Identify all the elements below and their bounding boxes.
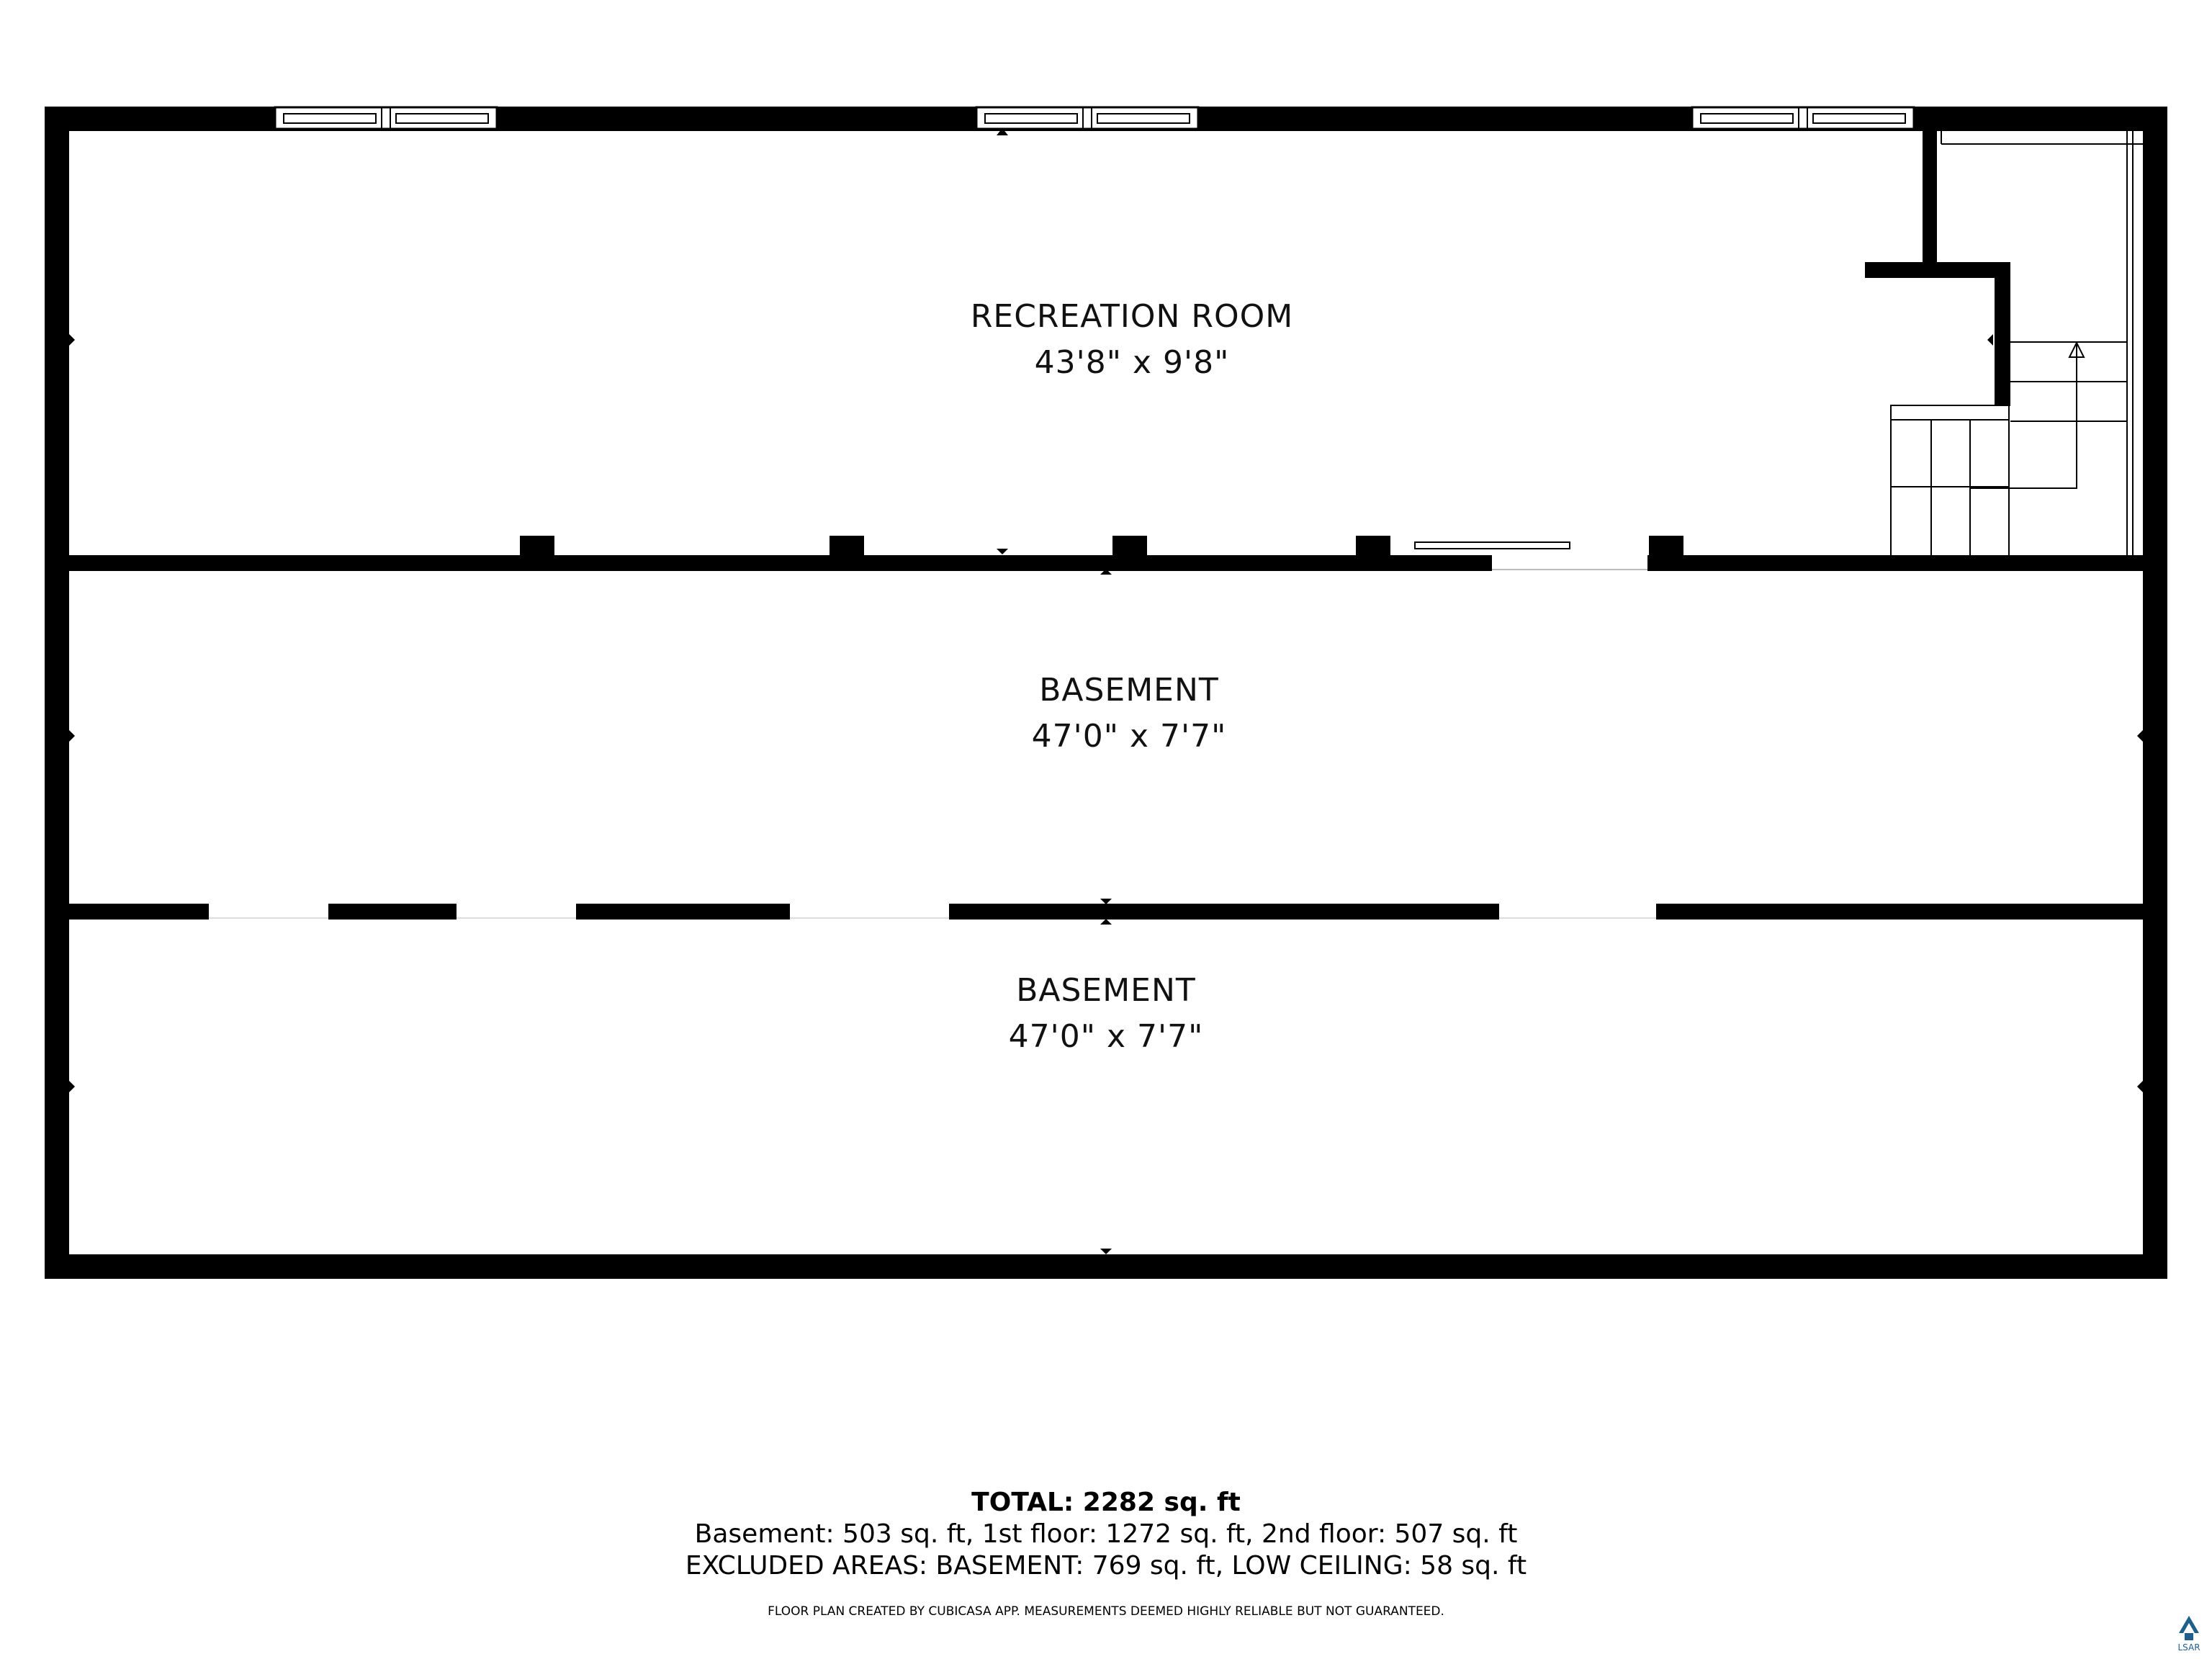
room-dimensions: 43'8" x 9'8" [1034,344,1230,381]
room-name: RECREATION ROOM [970,298,1294,335]
logo-text: LSAR [2177,1642,2200,1653]
bottom-wall [45,1254,2167,1279]
total-area: TOTAL: 2282 sq. ft [971,1488,1241,1517]
stair-enclosure [1865,131,2143,555]
room-name: BASEMENT [1039,672,1219,709]
room-name: BASEMENT [1016,972,1196,1009]
room-labels [971,298,1293,1055]
right-wall [2143,107,2167,1279]
wall-column [830,536,864,557]
window [275,107,497,129]
disclaimer: FLOOR PLAN CREATED BY CUBICASA APP. MEASUREMENTS DEEMED HIGHLY RELIABLE BUT NOT GUARANTEED. [768,1604,1444,1619]
wall-column [1356,536,1390,557]
room-dimensions: 47'0" x 7'7" [1031,718,1227,755]
lower-wall [45,904,2167,920]
middle-wall [69,536,2143,571]
logo-mark-icon [2179,1616,2199,1633]
wall-column [1649,536,1683,557]
left-wall [45,107,69,1279]
wall-column [1112,536,1147,557]
window [976,107,1198,129]
lsar-logo [2172,1611,2206,1655]
window [1692,107,1914,129]
excluded-areas: EXCLUDED AREAS: BASEMENT: 769 sq. ft, LOW CEILING: 58 sq. ft [685,1551,1527,1581]
room-dimensions: 47'0" x 7'7" [1008,1018,1204,1055]
floor-areas: Basement: 503 sq. ft, 1st floor: 1272 sq. ft, 2nd floor: 507 sq. ft [694,1519,1518,1549]
opening-bar [1415,542,1570,549]
wall-column [520,536,554,557]
